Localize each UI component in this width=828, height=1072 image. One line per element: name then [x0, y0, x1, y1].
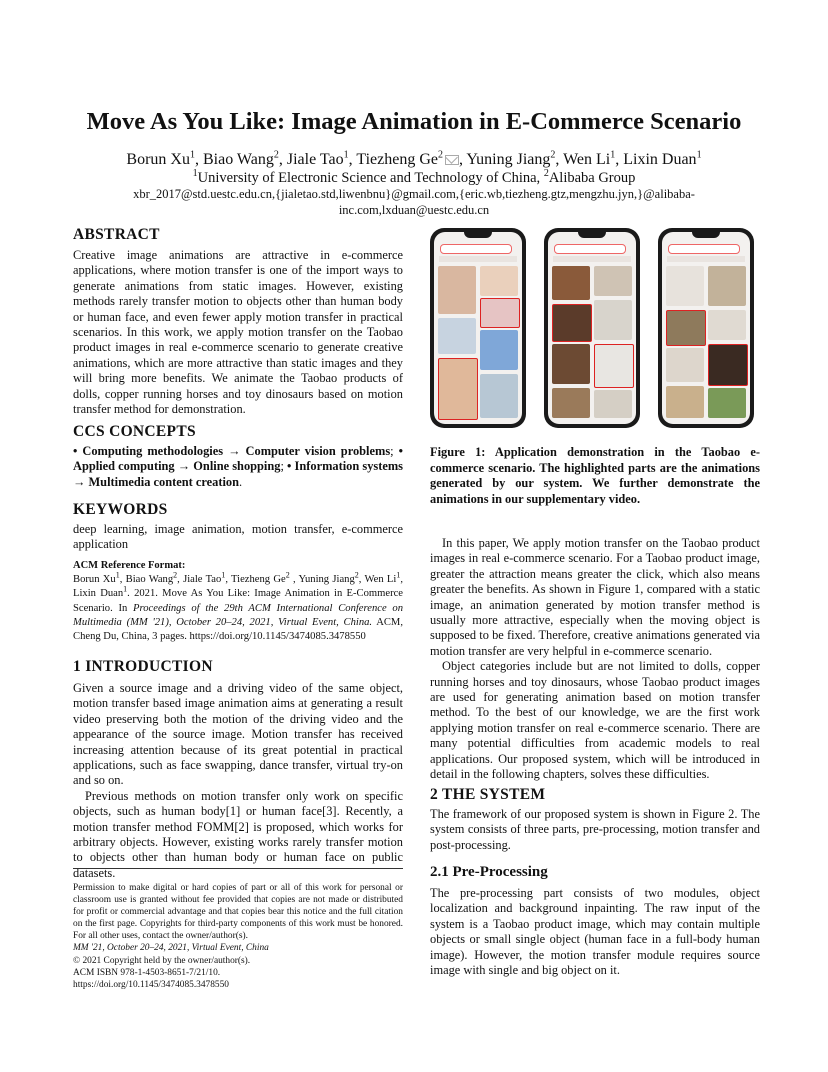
- author-affil-mark: 1: [610, 149, 616, 161]
- envelope-icon: [445, 155, 459, 165]
- ref-author: , Wen Li: [358, 574, 397, 585]
- author-affil-mark: 2: [273, 149, 279, 161]
- ccs-item: • Applied computing → Online shopping: [73, 444, 403, 474]
- author-affil-mark: 1: [696, 149, 702, 161]
- preprocessing-heading: 2.1 Pre-Processing: [430, 864, 548, 880]
- ref-author: , Biao Wang: [119, 574, 174, 585]
- affiliations: [0, 170, 828, 187]
- ref-venue: Proceedings of the 29th ACM International Conference on Multimedia (MM '21), October 20–24, 2021, Virtual Event, China.: [73, 602, 403, 628]
- isbn-line: ACM ISBN 978-1-4503-8651-7/21/10.: [73, 967, 221, 978]
- ref-author: Borun Xu: [73, 574, 116, 585]
- figure-1: [430, 228, 760, 431]
- paragraph: Previous methods on motion transfer only work on specific objects, such as human body[1] or human face[3]. Recently, a motion transfer method FOMM[2] is proposed, which works for arbitrary objects. However, existing works rarely transfer motion to objects other than human body or human face on public datasets.: [73, 788, 403, 880]
- ccs-separator: ;: [390, 444, 399, 458]
- phone-screenshot-horses: [544, 228, 640, 428]
- author-name: , Biao Wang: [194, 151, 274, 168]
- author-emails: xbr_2017@std.uestc.edu.cn,{jialetao.std,liwenbnu}@gmail.com,{eric.wb,tiezheng.gtz,mengzhu.jyn,}@alibaba-inc.com,lxduan@uestc.edu.cn: [133, 187, 695, 217]
- acm-reference: [73, 570, 404, 644]
- author-name: , Jiale Tao: [278, 151, 344, 168]
- ref-mark: 1: [123, 584, 128, 594]
- affil-mark: 2: [543, 168, 549, 180]
- ccs-end: .: [239, 474, 243, 489]
- ref-mark: 2: [173, 570, 178, 580]
- conference-line: MM '21, October 20–24, 2021, Virtual Event, China: [73, 943, 269, 954]
- right-column-text: [430, 536, 760, 783]
- copyright-line: © 2021 Copyright held by the owner/author(s).: [73, 955, 251, 966]
- author-name: , Wen Li: [555, 151, 611, 168]
- abstract-heading: ABSTRACT: [73, 226, 160, 243]
- author-name: , Tiezheng Ge: [348, 151, 438, 168]
- author-affil-mark: 1: [343, 149, 349, 161]
- copyright-footnote: [73, 882, 403, 991]
- footnote-rule: [73, 868, 403, 869]
- paragraph: In this paper, We apply motion transfer on the Taobao product images in real e-commerce scenario. For a Taobao product image, greater the attraction means greater the click, which also means greater the benefits. As shown in Figure 1, compared with a static image, an animation generated by motion transfer method is usually more attractive, especially when the moving object is supposed to be fixed. Therefore, creative animations generated via motion transfer are very helpful in e-commerce scenario.: [430, 536, 760, 658]
- abstract-text: Creative image animations are attractive in e-commerce applications, where motion transfer is one of the import ways to generate animations from static images. However, existing methods rarely transfer motion to objects other than human body or human face, and even fewer apply motion transfer in practical scenarios. In this work, we apply motion transfer on the Taobao product images in real e-commerce scenario to generate creative animations, which are more attractive than static images and they will bring more benefits. We animate the Taobao products of dolls, copper running horses and toy dinosaurs based on motion transfer method for demonstration.: [73, 248, 403, 417]
- acm-ref-heading: ACM Reference Format:: [73, 560, 186, 571]
- doi-line: https://doi.org/10.1145/3474085.3478550: [73, 979, 229, 990]
- ref-text: . 2021. Move As You Like: Image Animation in E-Commerce Scenario. In: [73, 588, 403, 614]
- phone-screenshot-dinosaurs: [658, 228, 754, 428]
- paragraph: Given a source image and a driving video of the same object, motion transfer based image animation aims at generating a result video preserving both the motion of the driving video and the appearance of the source image. Motion transfer has received increasing attention because of its great potential in practical applications, such as face swapping, dance transfer, virtual try-on and so on.: [73, 681, 403, 788]
- ref-mark: 2: [354, 570, 359, 580]
- ref-text: ACM, Cheng Du, China, 3 pages. https://doi.org/10.1145/3474085.3478550: [73, 616, 404, 643]
- ref-author: , Tiezheng Ge: [225, 574, 286, 585]
- introduction-text: [73, 681, 403, 881]
- permission-notice: Permission to make digital or hard copies of part or all of this work for personal or classroom use is granted without fee provided that copies are not made or distributed for profit or commercial advantage and that copies bear this notice and the full citation on the first page. Copyrights for third-party components of this work must be honored. For all other uses, contact the owner/author(s).: [73, 883, 403, 942]
- author-affil-mark: 1: [189, 149, 195, 161]
- keywords-heading: KEYWORDS: [73, 501, 168, 518]
- author-list: [0, 151, 828, 169]
- system-text: The framework of our proposed system is shown in Figure 2. The system consists of three parts, pre-processing, motion transfer and post-processing.: [430, 807, 760, 852]
- introduction-heading: 1 INTRODUCTION: [73, 658, 213, 675]
- figure-caption: Figure 1: Application demonstration in the Taobao e-commerce scenario. The highlighted parts are the animations generated by our system. We further demonstrate the animations in our supplementary video.: [430, 445, 760, 506]
- ccs-heading: CCS CONCEPTS: [73, 423, 196, 440]
- ref-author: , Lixin Duan: [73, 574, 403, 600]
- ref-mark: 2: [285, 570, 290, 580]
- affiliation: Alibaba Group: [548, 170, 636, 186]
- ref-mark: 1: [115, 570, 120, 580]
- ccs-concepts: [73, 444, 403, 490]
- paper-title: Move As You Like: Image Animation in E-Commerce Scenario: [86, 108, 742, 135]
- search-bar-graphic: [440, 244, 512, 254]
- preprocessing-text: The pre-processing part consists of two modules, object localization and background inpainting. The raw input of the system is a Taobao product image, which may contain multiple objects or small single object (human face in a full-body human image). However, the motion transfer module requires source image with single and big object on it.: [430, 886, 760, 978]
- ref-mark: 1: [396, 570, 401, 580]
- ref-mark: 1: [221, 570, 226, 580]
- author-affil-mark: 2: [437, 149, 443, 161]
- author-name: , Yuning Jiang: [458, 151, 551, 168]
- keywords-text: deep learning, image animation, motion transfer, e-commerce application: [73, 522, 403, 552]
- ref-author: , Jiale Tao: [177, 574, 222, 585]
- author-name: Borun Xu: [126, 151, 190, 168]
- ccs-item: • Computing methodologies → Computer vision problems: [73, 444, 391, 458]
- ccs-item: • Information systems → Multimedia content creation: [73, 459, 403, 489]
- author-affil-mark: 2: [550, 149, 556, 161]
- affil-mark: 1: [192, 168, 198, 180]
- paragraph: Object categories include but are not limited to dolls, copper running horses and toy dinosaurs, whose Taobao product images are used for generating animation based on motion transfer method. To the best of our knowledge, we are the first work applying motion transfer on real e-commerce scenario. There are many potential difficulties from academic models to real applications. Our proposed system, which will be introduced in detail in the following chapters, solves these difficulties.: [430, 659, 760, 782]
- system-heading: 2 THE SYSTEM: [430, 786, 546, 803]
- ccs-separator: ;: [280, 459, 288, 474]
- ref-author: , Yuning Jiang: [289, 574, 355, 585]
- author-name: , Lixin Duan: [615, 151, 697, 168]
- affiliation: University of Electronic Science and Technology of China,: [197, 170, 544, 186]
- phone-screenshot-dolls: [430, 228, 526, 428]
